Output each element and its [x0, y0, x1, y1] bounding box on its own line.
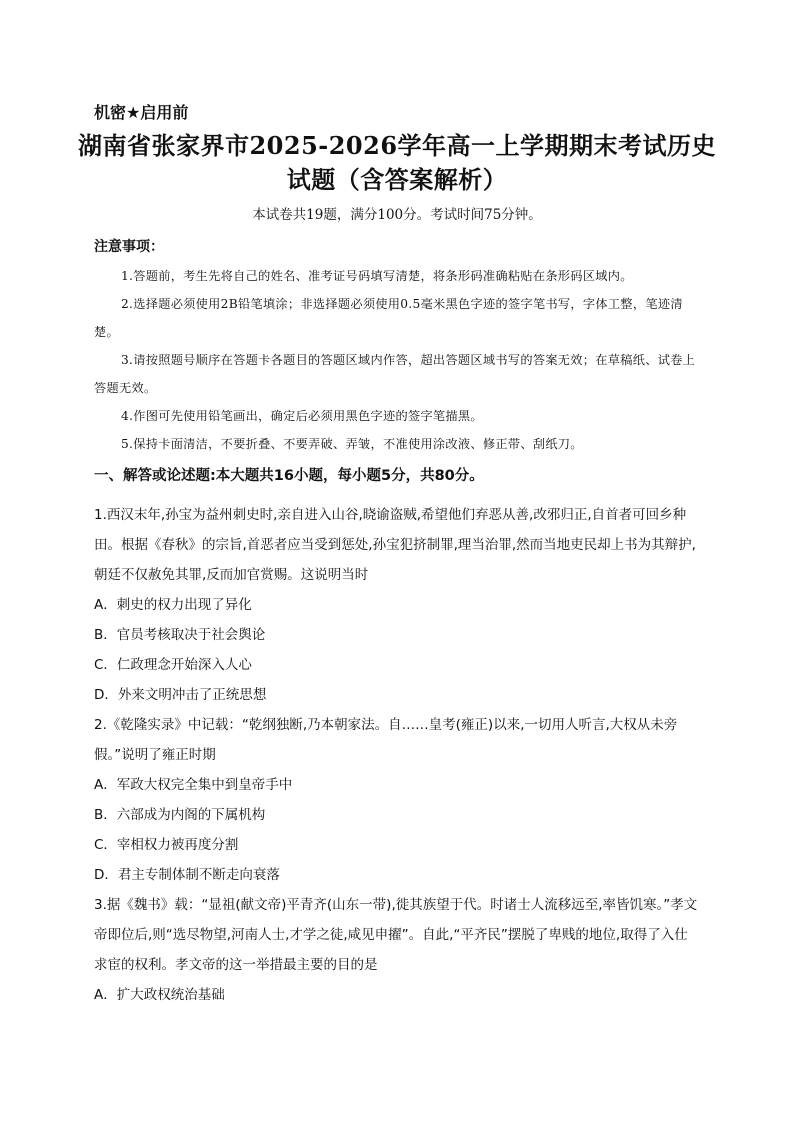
question-stem: 3.据《魏书》载：“显祖(献文帝)平青齐(山东一带),徙其族望于代。时诸士人流移远至,率皆饥寒。”孝文帝即位后,则“选尽物望,河南人士,才学之徒,咸见申擢”。自此,“平齐民”摆脱了卑贱的地位,取得了入仕求宦的权利。孝文帝的这一举措最主要的目的是 [94, 897, 698, 973]
option-d: D．外来文明冲击了正统思想 [94, 687, 267, 703]
question-stem: 2.《乾隆实录》中记载：“乾纲独断,乃本朝家法。自……皇考(雍正)以来,一切用人听言,大权从未旁假。”说明了雍正时期 [94, 717, 678, 763]
notice-item: 4.作图可先使用铅笔画出，确定后必须用黑色字迹的签字笔描黑。 [121, 409, 483, 423]
question-list [94, 500, 700, 1010]
notice-item: 3.请按照题号顺序在答题卡各题目的答题区域内作答，超出答题区域书写的答案无效；在草稿纸、试卷上答题无效。 [94, 353, 696, 395]
option-a: A．扩大政权统治基础 [94, 987, 225, 1003]
option-a: A．刺史的权力出现了异化 [94, 597, 252, 613]
confidential-label: 机密★启用前 [94, 103, 189, 122]
notice-heading: 注意事项： [94, 239, 164, 255]
option-a: A．军政大权完全集中到皇帝手中 [94, 777, 293, 793]
question-stem: 1.西汉末年,孙宝为益州刺史时,亲自进入山谷,晓谕盗贼,希望他们弃恶从善,改邪归正,自首者可回乡种田。根据《春秋》的宗旨,首恶者应当受到惩处,孙宝犯挤制罪,理当治罪,然而当地吏民却上书为其辩护,朝廷不仅赦免其罪,反而加官赏赐。这说明当时 [94, 507, 696, 583]
question-3 [94, 890, 700, 1010]
exam-title-line1: 湖南省张家界市2025-2026学年高一上学期期末考试历史 [77, 131, 717, 160]
notice-item: 1.答题前，考生先将自己的姓名、准考证号码填写清楚，将条形码准确粘贴在条形码区域内。 [121, 269, 633, 283]
option-c: C．仁政理念开始深入人心 [94, 657, 252, 673]
option-c: C．宰相权力被再度分割 [94, 837, 239, 853]
notice-item: 2.选择题必须使用2B铅笔填涂；非选择题必须使用0.5毫米黑色字迹的签字笔书写，字体工整，笔迹清楚。 [94, 297, 683, 339]
question-2 [94, 710, 700, 890]
option-b: B．官员考核取决于社会舆论 [94, 627, 266, 643]
question-1 [94, 500, 700, 710]
section-heading: 一、解答或论述题:本大题共16小题，每小题5分，共80分。 [94, 468, 484, 484]
option-b: B．六部成为内阁的下属机构 [94, 807, 266, 823]
exam-subtitle: 本试卷共19题，满分100分。考试时间75分钟。 [252, 207, 542, 223]
notice-list [94, 262, 700, 458]
notice-item: 5.保持卡面清洁，不要折叠、不要弄破、弄皱，不准使用涂改液、修正带、刮纸刀。 [121, 437, 583, 451]
option-d: D．君主专制体制不断走向衰落 [94, 867, 280, 883]
exam-title-line2: 试题（含答案解析） [286, 165, 508, 194]
